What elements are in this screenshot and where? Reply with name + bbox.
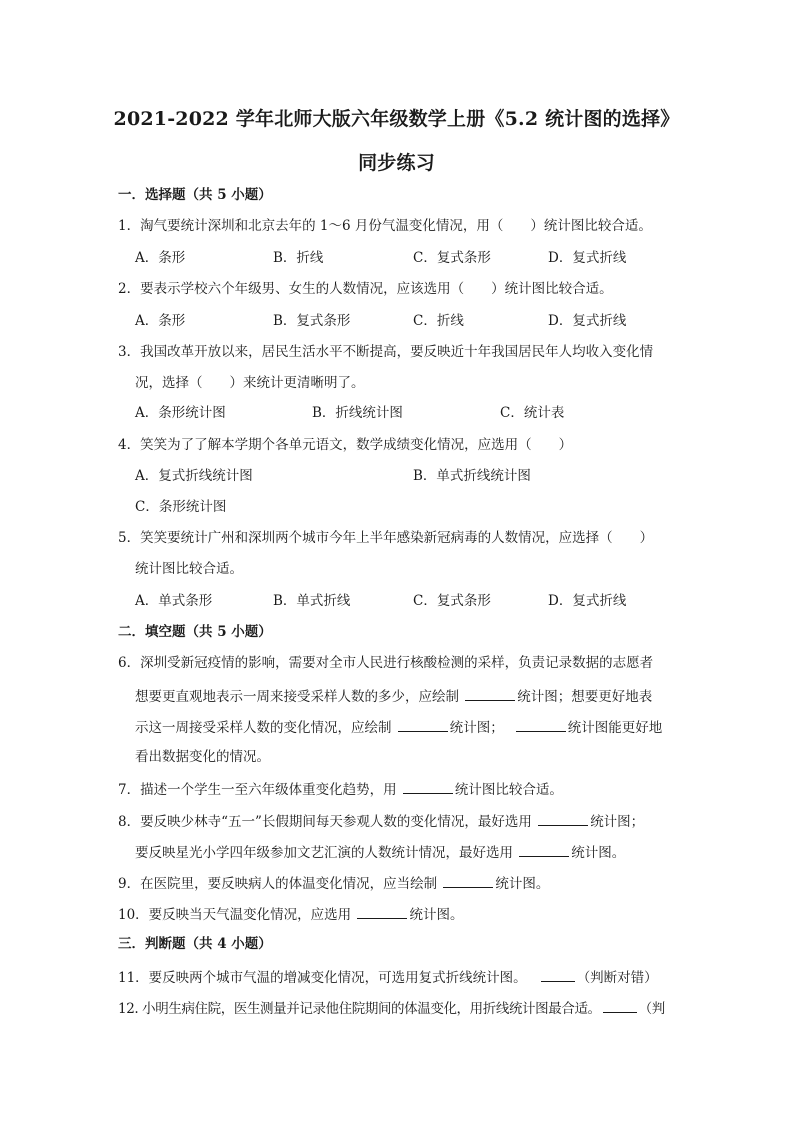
q1-option-d: D．复式折线: [548, 250, 627, 266]
q8-line2-text-a: 要反映星光小学四年级参加文艺汇演的人数统计情况，最好选用: [135, 845, 518, 861]
q4-option-c: C．条形统计图: [135, 499, 227, 515]
q7-text-a: 7．描述一个学生一至六年级体重变化趋势，用: [118, 782, 401, 798]
q11-blank[interactable]: [541, 967, 575, 982]
q4-option-a: A．复式折线统计图: [135, 468, 253, 484]
q6-line3-text-c: 统计图能更好地: [567, 720, 663, 736]
question-10: [118, 904, 463, 924]
q10-text-a: 10．要反映当天气温变化情况，应选用: [118, 907, 356, 923]
q2-option-a: A．条形: [135, 313, 186, 329]
question-5-text-line1: 5．笑笑要统计广州和深圳两个城市今年上半年感染新冠病毒的人数情况，应选择（ ）: [118, 530, 654, 546]
q5-option-d: D．复式折线: [548, 593, 627, 609]
q9-blank[interactable]: [443, 873, 493, 888]
question-8-line2: [135, 842, 625, 862]
section-heading-fill-blank: 二．填空题（共 5 小题）: [118, 624, 272, 640]
q2-option-d: D．复式折线: [548, 313, 627, 329]
q3-option-c: C．统计表: [500, 405, 565, 421]
q1-option-c: C．复式条形: [413, 250, 491, 266]
q6-line3-text-b: 统计图；: [449, 720, 504, 736]
q3-option-a: A．条形统计图: [135, 405, 226, 421]
q1-option-a: A．条形: [135, 250, 186, 266]
q5-option-b: B．单式折线: [273, 593, 351, 609]
q7-blank[interactable]: [403, 779, 453, 794]
question-5-text-line2: 统计图比较合适。: [135, 561, 243, 577]
q11-text-a: 11．要反映两个城市气温的增减变化情况，可选用复式折线统计图。: [118, 970, 527, 986]
question-11: [118, 967, 658, 987]
q6-blank-2[interactable]: [398, 717, 448, 732]
q10-blank[interactable]: [357, 904, 407, 919]
q11-text-b: （判断对错）: [576, 970, 658, 986]
question-8-line1: [118, 811, 644, 831]
q10-text-b: 统计图。: [409, 907, 464, 923]
q4-option-b: B．单式折线统计图: [413, 468, 531, 484]
question-12: [118, 998, 665, 1018]
q8-line1-text-b: 统计图；: [590, 814, 645, 830]
q1-option-b: B．折线: [273, 250, 324, 266]
q3-option-b: B．折线统计图: [312, 405, 403, 421]
question-6-line4: 看出数据变化的情况。: [135, 749, 270, 765]
question-4-text: 4．笑笑为了了解本学期个各单元语文，数学成绩变化情况，应选用（ ）: [118, 437, 573, 453]
question-6-line1: 6．深圳受新冠疫情的影响，需要对全市人民进行核酸检测的采样，负责记录数据的志愿者: [118, 655, 654, 671]
q12-text-a: 12. 小明生病住院，医生测量并记录他住院期间的体温变化，用折线统计图最合适。: [118, 1001, 601, 1017]
document-subtitle: 同步练习: [358, 152, 435, 174]
q2-option-b: B．复式条形: [273, 313, 351, 329]
q5-option-c: C．复式条形: [413, 593, 491, 609]
document-title: 2021-2022 学年北师大版六年级数学上册《5.2 统计图的选择》: [113, 108, 680, 130]
q8-blank-2[interactable]: [519, 842, 569, 857]
question-3-text-line2: 况，选择（ ）来统计更清晰明了。: [135, 375, 365, 391]
q8-blank-1[interactable]: [538, 811, 588, 826]
q12-text-b: （判: [638, 1001, 665, 1017]
section-heading-choice: 一．选择题（共 5 小题）: [118, 187, 272, 203]
q8-line2-text-b: 统计图。: [571, 845, 626, 861]
question-6-line2: [135, 686, 652, 706]
q7-text-b: 统计图比较合适。: [454, 782, 563, 798]
question-2-text: 2．要表示学校六个年级男、女生的人数情况，应该选用（ ）统计图比较合适。: [118, 281, 613, 297]
q6-line2-text-b: 统计图；想要更好地表: [517, 689, 653, 705]
q9-text-b: 统计图。: [495, 876, 550, 892]
q5-option-a: A．单式条形: [135, 593, 213, 609]
section-heading-true-false: 三．判断题（共 4 小题）: [118, 936, 272, 952]
question-6-line3: [135, 717, 662, 737]
q8-line1-text-a: 8．要反映少林寺“五一”长假期间每天参观人数的变化情况，最好选用: [118, 814, 537, 830]
q9-text-a: 9．在医院里，要反映病人的体温变化情况，应当绘制: [118, 876, 442, 892]
q2-option-c: C．折线: [413, 313, 464, 329]
q6-line3-text-a: 示这一周接受采样人数的变化情况，应绘制: [135, 720, 396, 736]
question-7: [118, 779, 563, 799]
q6-blank-1[interactable]: [465, 686, 515, 701]
question-3-text-line1: 3．我国改革开放以来，居民生活水平不断提高，要反映近十年我国居民年人均收入变化情: [118, 344, 654, 360]
question-9: [118, 873, 549, 893]
q6-blank-3[interactable]: [516, 717, 566, 732]
question-1-text: 1．淘气要统计深圳和北京去年的 1～6 月份气温变化情况，用（ ）统计图比较合适。: [118, 218, 652, 234]
q6-line2-text-a: 想要更直观地表示一周来接受采样人数的多少，应绘制: [135, 689, 464, 705]
q12-blank[interactable]: [603, 998, 637, 1013]
